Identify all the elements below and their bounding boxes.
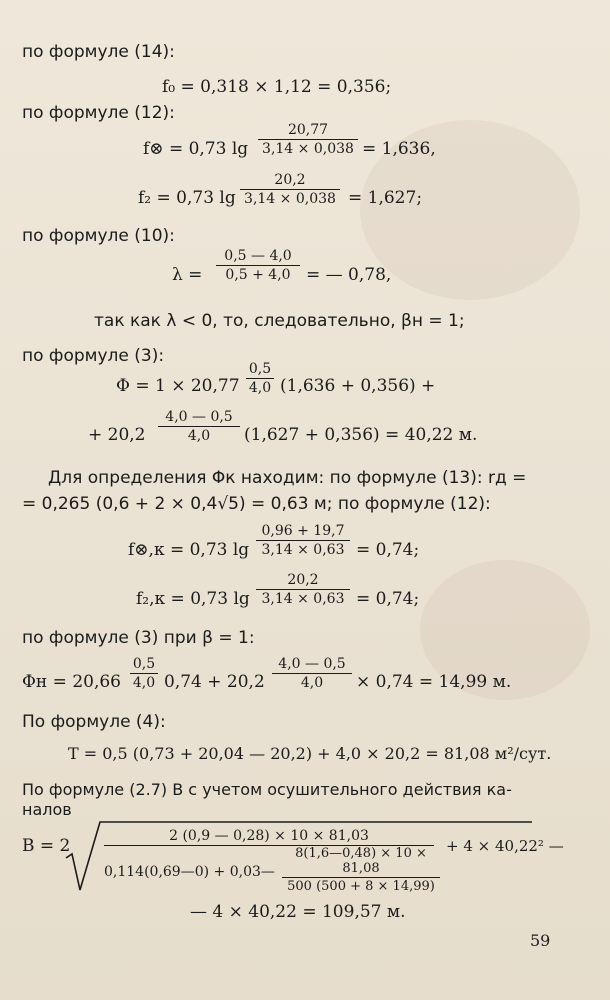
text-line: по формуле (14): (22, 42, 175, 62)
numerator: 8(1,6—0,48) × 10 × 81,08 (282, 846, 440, 878)
fraction (258, 122, 358, 157)
denominator: 4,0 (248, 380, 272, 396)
formula-phi-n-mid: 0,74 + 20,2 (164, 672, 265, 692)
fraction (272, 656, 352, 691)
formula-f-cross-k-rhs: = 0,74; (356, 540, 420, 560)
text-line: по формуле (3): (22, 346, 165, 366)
text-line: По формуле (4): (22, 712, 166, 732)
formula-phi-cont-lhs: + 20,2 (88, 425, 146, 445)
fraction (130, 656, 158, 691)
denominator: 4,0 (300, 675, 324, 691)
numerator: 0,5 (246, 361, 274, 379)
fraction (256, 572, 350, 607)
formula-T: T = 0,5 (0,73 + 20,04 — 20,2) + 4,0 × 20,2 = 81,08 м²/сут. (68, 744, 552, 763)
formula-B-lhs: B = 2 (22, 836, 71, 856)
fraction (246, 361, 274, 396)
denominator: 3,14 × 0,038 (262, 141, 354, 157)
denominator: 3,14 × 0,63 (261, 591, 345, 607)
text-line: налов (22, 800, 72, 819)
formula-phi-n-lhs: Φн = 20,66 (22, 672, 121, 692)
text-line: так как λ < 0, то, следовательно, βн = 1; (94, 311, 465, 331)
formula-B-rhs: + 4 × 40,22² — (446, 837, 564, 855)
formula-phi-n-rhs: × 0,74 = 14,99 м. (356, 672, 512, 692)
numerator: 4,0 — 0,5 (158, 409, 240, 427)
big-fraction-denominator-part: 0,114(0,69—0) + 0,03— (104, 864, 275, 880)
formula-phi-cont-rhs: (1,627 + 0,356) = 40,22 м. (244, 425, 478, 445)
formula-B-result: — 4 × 40,22 = 109,57 м. (190, 902, 406, 922)
formula-phi-rhs: (1,636 + 0,356) + (280, 376, 436, 396)
numerator: 20,2 (240, 172, 340, 190)
numerator: 0,5 (130, 656, 158, 674)
denominator: 4,0 (132, 675, 156, 691)
formula-phi-lhs: Φ = 1 × 20,77 (116, 376, 240, 396)
fraction (256, 523, 350, 558)
formula-lambda-rhs: = — 0,78, (306, 265, 392, 285)
numerator: 4,0 — 0,5 (272, 656, 352, 674)
denominator: 500 (500 + 8 × 14,99) (287, 879, 435, 894)
text-line: = 0,265 (0,6 + 2 × 0,4√5) = 0,63 м; по формуле (12): (22, 494, 491, 514)
page-number: 59 (530, 931, 551, 950)
formula-f-cross-k-lhs: f⊗,к = 0,73 lg (128, 540, 250, 560)
big-fraction-numerator (104, 828, 434, 846)
fraction (158, 409, 240, 444)
numerator: 0,5 — 4,0 (216, 248, 300, 266)
denominator: 0,5 + 4,0 (225, 267, 291, 283)
text-line: по формуле (3) при β = 1: (22, 628, 255, 648)
formula-f2-rhs: = 1,627; (348, 188, 423, 208)
text-line: по формуле (12): (22, 103, 175, 123)
formula-f2-k-rhs: = 0,74; (356, 589, 420, 609)
fraction (216, 248, 300, 283)
numerator: 2 (0,9 — 0,28) × 10 × 81,03 (104, 828, 434, 846)
formula-f-cross-rhs: = 1,636, (362, 139, 436, 159)
numerator: 20,2 (256, 572, 350, 590)
nested-fraction (282, 846, 440, 894)
formula-lambda-lhs: λ = (172, 265, 203, 285)
text-line: По формуле (2.7) B с учетом осушительного действия ка- (22, 780, 512, 799)
formula-f2-k-lhs: f₂,к = 0,73 lg (136, 589, 250, 609)
formula-f-cross-lhs: f⊗ = 0,73 lg (143, 139, 249, 159)
formula-f0: f₀ = 0,318 × 1,12 = 0,356; (162, 77, 392, 97)
text-line: Для определения Φк находим: по формуле (13): rд = (48, 468, 527, 488)
fraction (240, 172, 340, 207)
denominator: 3,14 × 0,038 (244, 191, 336, 207)
formula-f2-lhs: f₂ = 0,73 lg (138, 188, 236, 208)
text-line: по формуле (10): (22, 226, 175, 246)
numerator: 20,77 (258, 122, 358, 140)
denominator: 3,14 × 0,63 (261, 542, 345, 558)
denominator: 4,0 (187, 428, 211, 444)
numerator: 0,96 + 19,7 (256, 523, 350, 541)
